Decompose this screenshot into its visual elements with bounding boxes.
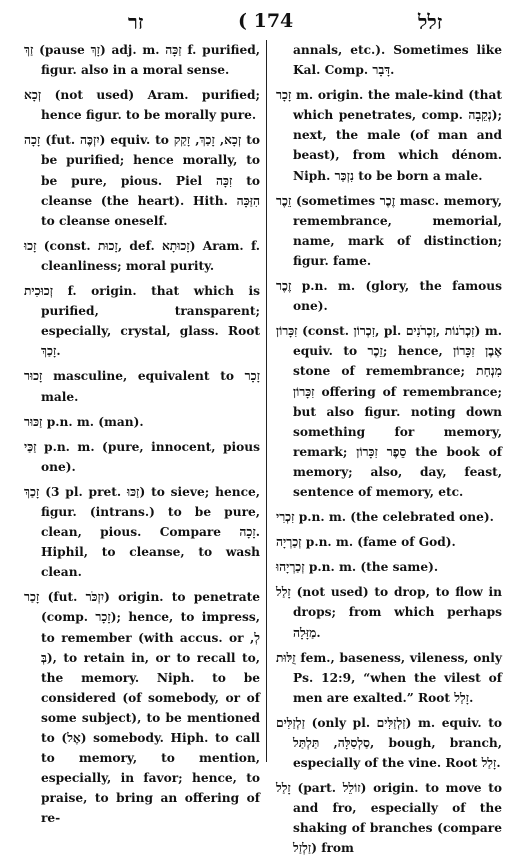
right-column (276, 40, 502, 864)
column-divider (266, 40, 267, 762)
entry: זָכוּ (const. זָכוּת, def. זָכוּתָא) Aram. f. cleanliness; moral purity. (24, 238, 260, 273)
entry: זִכְרִי p.n. m. (the celebrated one). (276, 510, 494, 525)
left-column (24, 40, 260, 833)
entry: זָכָר m. origin. the male-kind (that which penetrates, comp. נְקֵבָה); next, the male (of man and beast), from which dénom. Niph. נִזְכַּר to be born a male. (276, 88, 502, 183)
entry: זְכָא (not used) Aram. purified; hence figur. to be morally pure. (24, 88, 260, 123)
entry: זִכָּרוֹן (const. זִכְרוֹן, pl. זִכְרֹנוֹת ,זִכְרֹנִים) m. equiv. to זֵכֶר; hence, אֶבֶן זִכָּרוֹן stone of remembrance; מִנְחַת זִכָּרוֹן offering of remembrance; but also figur. noting down something for memory, remark; סֵפֶר זִכָּרוֹן the book of memory; also, day, feast, sentence of memory, etc. (276, 324, 503, 499)
entry: זַךְ (pause זָךְ) adj. m. זַכָּה f. purified, figur. also in a moral sense. (24, 43, 260, 78)
entry: זֶכֶר p.n. m. (glory, the famous one). (276, 279, 502, 314)
entry: זָלַל (part. זוֹלֵל) origin. to move to and fro, especially of the shaking of branches (compare זַלְזַל) from (276, 781, 502, 856)
entry: זָכָה (fut. יִזְכֶּה) equiv. to זְכָא, זָכַךְ, זָקַק to be purified; hence morally, to be pure, pious. Piel זִכָּה to cleanse (the heart). Hith. הִזַּכָּה to cleanse oneself. (24, 133, 260, 228)
entry: זַלְזַלִּים (only pl. זַלְזַלִּים) m. equiv. to סַלְסִלָּה, תַּלְתַּל, bough, branch, especially of the vine. Root זָלַל. (276, 715, 503, 771)
entry: זַכַּי p.n. m. (pure, innocent, pious one). (24, 439, 260, 474)
entry: זָלַל (not used) to drop, to flow in drops; from which perhaps מַזָּלָה. (276, 585, 502, 640)
entry-continuation: annals, etc.). Sometimes like Kal. Comp. דָּבָר. (293, 43, 502, 78)
entry: זָכַר (fut. יִזְכֹּר) origin. to penetrate (comp. זָכָר); hence, to impress, to remember (with accus. or לְ, בְּ), to retain in, or to recall to, the memory. Niph. to be considered (of somebody, or of some subject), to be mentioned to (אֶל) somebody. Hiph. to call to memory, to mention, especially, in favor; hence, to praise, to bring an offering of re- (24, 590, 260, 826)
entry: זָכוּר masculine, equivalent to זָכָר male. (24, 369, 260, 404)
running-head-left: זר (128, 10, 144, 34)
entry: זְכוּכִית f. origin. that which is purified, transparent; especially, crystal, glass. Root זָכַךְ. (24, 284, 260, 359)
entry: זֵכֶר (sometimes זֶכֶר masc. memory, remembrance, memorial, name, mark of distinction; figur. fame. (276, 193, 502, 268)
page-number: ( 174 (238, 10, 294, 32)
entry: זֻלּוּת fem., baseness, vileness, only Ps. 12:9, “when the vilest of men are exalted.” Root זָלַל. (276, 650, 502, 705)
page-header (0, 8, 512, 34)
entry: זָכַךְ (3 pl. pret. זַכּוּ) to sieve; hence, figur. (intrans.) to be pure, clean, pious. Compare זָכָה. Hiphil, to cleanse, to wash clean. (24, 484, 260, 580)
entry: זַכּוּר p.n. m. (man). (24, 414, 144, 429)
entry: זְכַרְיָה p.n. m. (fame of God). (276, 535, 456, 550)
entry: זְכַרְיָהוּ p.n. m. (the same). (276, 560, 439, 575)
running-head-right: זלל (418, 10, 443, 34)
